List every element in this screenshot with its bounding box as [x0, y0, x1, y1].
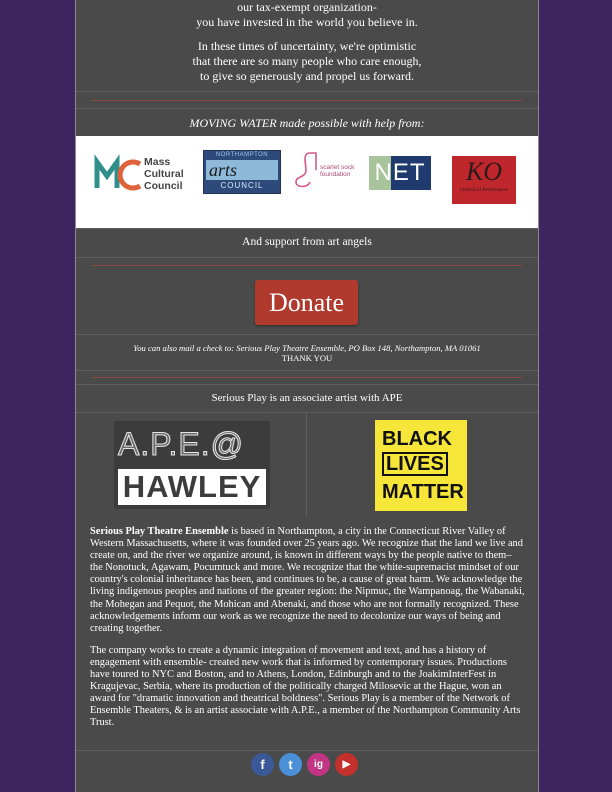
company-name: Serious Play Theatre Ensemble: [90, 526, 229, 537]
blm-line-1: BLACK: [382, 428, 452, 450]
ko-caption: Festival of Performance: [459, 188, 509, 193]
scarlet-line-1: scarlet sock: [320, 164, 355, 171]
mass-cultural-council-logo[interactable]: [94, 154, 194, 194]
about-section: [90, 526, 526, 730]
net-logo[interactable]: [369, 156, 431, 190]
sponsor-logos: [76, 136, 538, 228]
black-lives-matter-logo[interactable]: [375, 420, 467, 511]
arts-council-main: arts: [206, 160, 278, 180]
ape-heading: Serious Play is an associate artist with APE: [211, 392, 403, 404]
arts-council-bottom: COUNCIL: [220, 181, 264, 190]
mcc-line-1: Mass: [144, 156, 171, 168]
divider: [76, 334, 538, 335]
ape-logo-top: A.P.E.@: [118, 426, 245, 462]
ko-festival-logo[interactable]: [452, 156, 516, 204]
column-divider: [306, 412, 307, 517]
divider: [76, 91, 538, 92]
instagram-icon[interactable]: ig: [307, 753, 330, 776]
intro-para2-line-1: In these times of uncertainty, we're optimistic: [197, 39, 417, 53]
intro-line-1: our tax-exempt organization-: [237, 0, 377, 14]
divider: [76, 257, 538, 258]
divider: [76, 108, 538, 109]
thank-you-text: THANK YOU: [281, 353, 333, 363]
sock-icon: [292, 150, 322, 190]
red-rule: [92, 100, 522, 101]
divider: [76, 370, 538, 371]
facebook-icon[interactable]: f: [251, 753, 274, 776]
donate-button[interactable]: Donate: [255, 280, 358, 325]
divider: [76, 228, 538, 229]
divider: [76, 412, 538, 413]
blm-line-2: LIVES: [382, 452, 448, 476]
intro-line-2: you have invested in the world you believe in.: [196, 15, 418, 29]
scarlet-sock-foundation-logo[interactable]: [292, 150, 366, 190]
intro-text: [76, 0, 538, 84]
youtube-icon[interactable]: ▶: [335, 753, 358, 776]
about-para-1: [90, 526, 526, 635]
blm-line-3: MATTER: [382, 481, 464, 503]
mcc-line-2: Cultural: [144, 168, 184, 180]
about-para-1-text: is based in Northampton, a city in the Connecticut River Valley of Western Massachusetts, where it was founded over 25 years ago. We recognize that the land we live and create on, and the river we organize around, is known in different ways by the people native to them– the Nonotuck, Agawam, Pocumtuck and more. We recognize that the white-supremacist mindset of our country's colonial inheritance has been, and continues to be, a cause of great harm. We acknowledge the living indigenous peoples and nations of the greater region: the Nipmuc, the Wampanoag, the Wabanaki, the Mohegan and Pequot, the Mohican and Abenaki, and those who are not formally recognized. These acknowledgements inform our work as we recognize the need to decolonize our ways of being and creating together.: [90, 526, 525, 634]
red-rule: [92, 265, 522, 266]
intro-para2-line-3: to give so generously and propel us forward.: [200, 69, 414, 83]
mcc-line-3: Council: [144, 180, 183, 192]
sponsors-heading: MOVING WATER made possible with help from:: [189, 116, 425, 130]
divider: [76, 750, 538, 751]
northampton-arts-council-logo[interactable]: [203, 150, 281, 194]
mail-check-note: You can also mail a check to: Serious Play Theatre Ensemble, PO Box 148, Northampton, MA 01061: [133, 343, 481, 353]
intro-para2-line-2: that there are so many people who care enough,: [192, 54, 422, 68]
ape-hawley-logo[interactable]: [114, 421, 270, 509]
twitter-icon[interactable]: t: [279, 753, 302, 776]
art-angels-text: And support from art angels: [242, 236, 372, 248]
newsletter-panel: [75, 0, 539, 792]
ko-text: KO: [465, 157, 503, 186]
mcc-mark-icon: [94, 154, 142, 194]
arts-council-top: NORTHAMPTON: [215, 152, 269, 158]
ape-logo-bottom: HAWLEY: [118, 469, 266, 505]
scarlet-line-2: foundation: [320, 171, 351, 178]
red-rule: [92, 377, 522, 378]
divider: [76, 384, 538, 385]
net-text: NET: [374, 159, 426, 186]
about-para-2: The company works to create a dynamic integration of movement and text, and has a history of engagement with ensemble- created new work that is informed by contemporary issues. Productions have toured to NYC and Boston, and to Athens, London, Edinburgh and to the JoakimInterFest in Kragujevac, Serbia, where its production of the politically charged Milosevic at the Hague, won an award for "dramatic innovation and theatrical boldness". Serious Play is a member of the Network of Ensemble Theaters, & is an artist associate with A.P.E., a member of the Northampton Community Arts Trust.: [90, 644, 521, 729]
